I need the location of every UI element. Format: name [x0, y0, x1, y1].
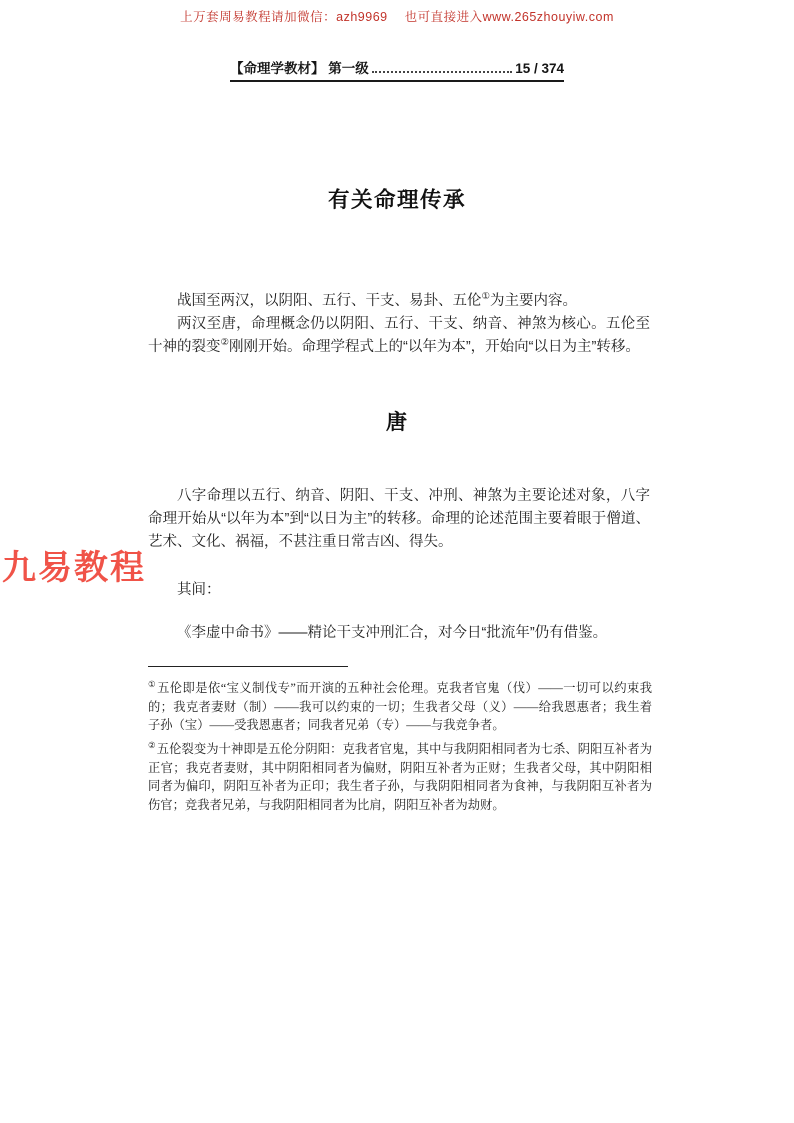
footnote-2-marker: ②: [148, 739, 156, 750]
dotted-leader: [372, 71, 512, 73]
paragraph-text: 刚刚开始。命理学程式上的“以年为本”，开始向“以日为主”转移。: [229, 339, 640, 355]
footnote-1-text: 五伦即是依“宝义制伐专”而开演的五种社会伦理。克我者官鬼（伐）——一切可以约束我的；我克者妻财（制）——我可以约束的一切；生我者父母（义）——给我恩惠者；我生着子孙（宝）——受我恩惠者；同我者兄弟（专）——与我竞争者。: [148, 681, 652, 732]
footnote-2: [148, 740, 652, 814]
paragraph-lixuzhong: 《李虚中命书》——精论干支冲刑汇合，对今日“批流年”仍有借鉴。: [177, 625, 608, 641]
paragraph-warring-states: [148, 290, 650, 313]
footnote-1-marker: ①: [148, 678, 157, 689]
page-title: 有关命理传承: [327, 188, 466, 212]
paragraph-text: 两汉至唐，命理概念仍以阴阳、五行、干支、纳音、神煞为核心。五伦至十神的裂变: [148, 316, 650, 355]
paragraph-text: 战国至两汉，以阴阳、五行、干支、易卦、五伦: [177, 293, 482, 309]
promo-header: 上万套周易教程请加微信：azh9969 也可直接进入www.265zhouyiw.com: [180, 10, 614, 24]
watermark: 九易教程: [2, 549, 146, 587]
paragraph-qijian: 其间：: [177, 582, 221, 598]
section-heading-tang: 唐: [386, 411, 408, 434]
footnote-2-text: 五伦裂变为十神即是五伦分阴阳：克我者官鬼，其中与我阴阳相同者为七杀、阴阳互补者为正官；我克者妻财，其中阴阳相同者为偏财，阴阳互补者为正财；生我者父母，其中阴阳相同者为偏印，阴阳互补者为正印；我生者子孙，与我阴阳相同者为食神，与我阴阳互补者为伤官；竞我者兄弟，与我阴阳相同者为比肩，阴阳互补者为劫财。: [148, 742, 652, 812]
paragraph-bazi: 八字命理以五行、纳音、阴阳、干支、冲刑、神煞为主要论述对象，八字命理开始从“以年为本”到“以日为主”的转移。命理的论述范围主要着眼于僧道、艺术、文化、祸福，不甚注重日常吉凶、得失。: [148, 488, 650, 550]
footnote-1: [148, 679, 652, 735]
booklet-title: 【命理学教材】 第一级: [230, 61, 369, 76]
footnote-ref-2: ②: [220, 337, 230, 349]
paragraph-text: 为主要内容。: [490, 293, 578, 309]
page-header: [230, 57, 564, 82]
paragraph-han-to-tang: [148, 313, 650, 359]
page-number-indicator: 15 / 374: [515, 61, 564, 76]
footnote-separator: [148, 666, 348, 667]
footnote-ref-1: ①: [481, 291, 491, 303]
